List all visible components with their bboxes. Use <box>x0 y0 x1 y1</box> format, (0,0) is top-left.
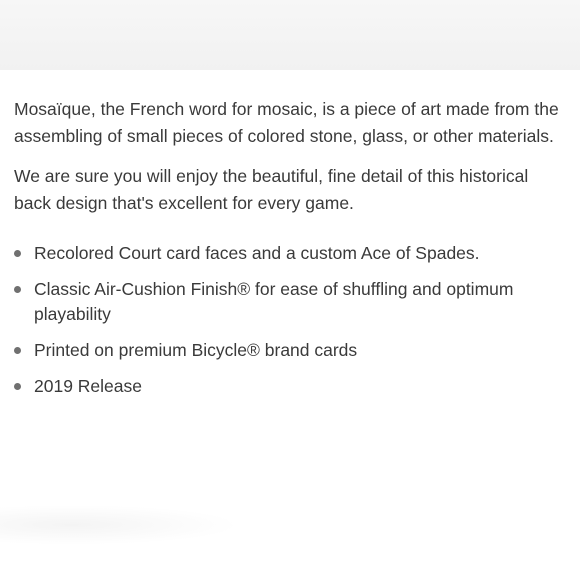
bullet-icon <box>14 286 21 293</box>
description-paragraph: Mosaïque, the French word for mosaic, is a piece of art made from the assembling of small pieces of colored stone, glass, or other materials. <box>14 99 559 146</box>
feature-list-item <box>14 277 570 327</box>
feature-text: Printed on premium Bicycle® brand cards <box>34 340 358 360</box>
bullet-icon <box>14 383 21 390</box>
feature-list <box>14 241 570 399</box>
product-description <box>14 96 570 410</box>
description-paragraph: We are sure you will enjoy the beautiful, fine detail of this historical back design that's excellent for every game. <box>14 166 529 213</box>
bullet-icon <box>14 250 21 257</box>
feature-text: Recolored Court card faces and a custom Ace of Spades. <box>34 243 480 263</box>
bottom-image-area <box>0 505 240 545</box>
bullet-icon <box>14 347 21 354</box>
feature-list-item <box>14 338 570 363</box>
feature-text: Classic Air-Cushion Finish® for ease of shuffling and optimum playability <box>34 279 514 324</box>
feature-text: 2019 Release <box>34 376 142 396</box>
feature-list-item <box>14 241 570 266</box>
feature-list-item <box>14 374 570 399</box>
header-image-area <box>0 0 580 70</box>
